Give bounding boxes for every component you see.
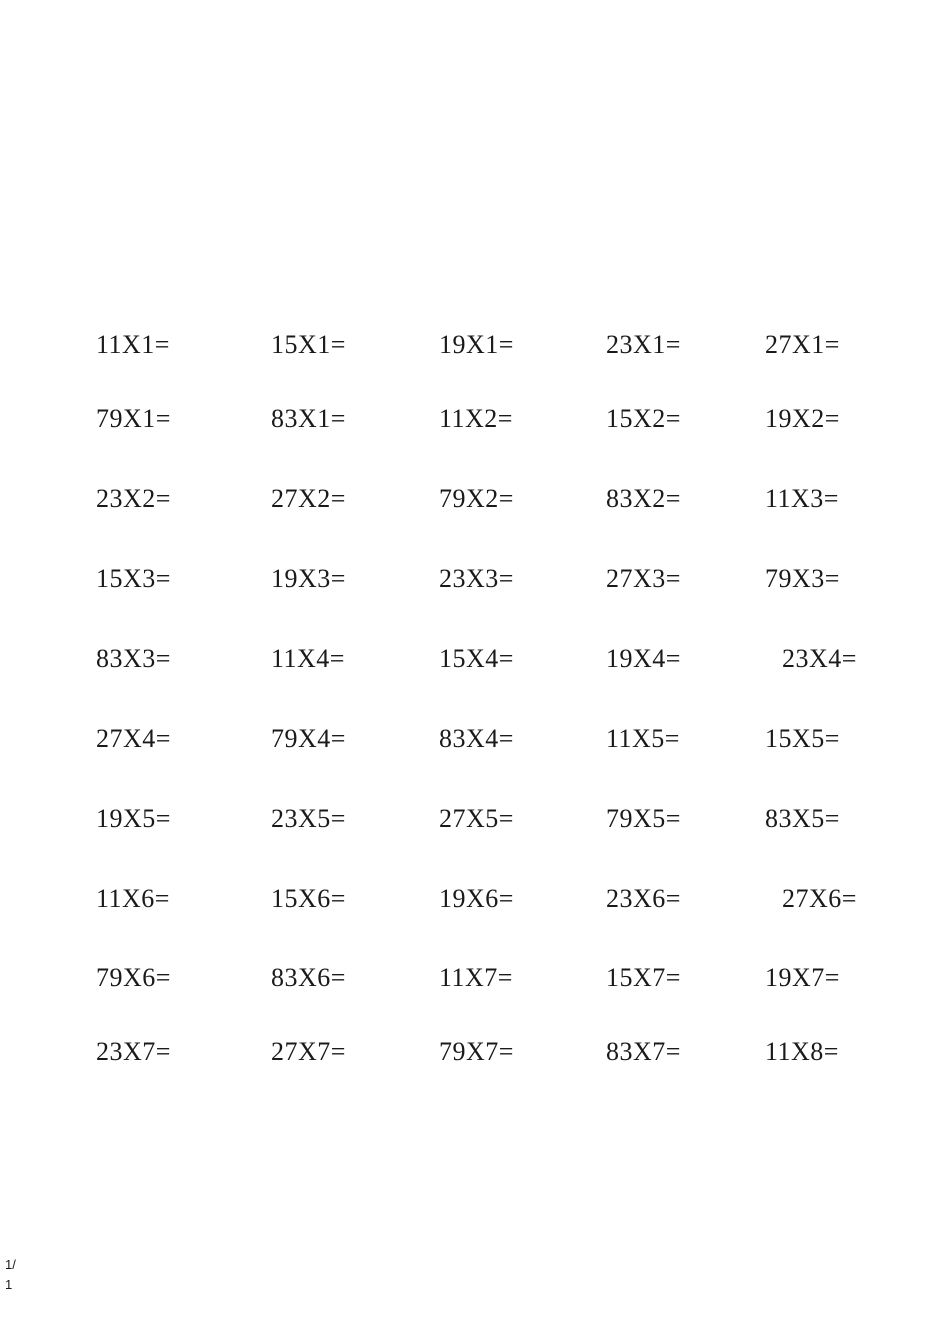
- problem: 15X7=: [606, 963, 681, 992]
- problem-row: [0, 879, 950, 919]
- problem: 11X6=: [96, 884, 170, 913]
- problem: 15X5=: [765, 724, 840, 753]
- problem: 79X6=: [96, 963, 171, 992]
- problem: 11X5=: [606, 724, 680, 753]
- problem: 19X2=: [765, 404, 840, 433]
- problem-row: [0, 719, 950, 759]
- problem-row: [0, 1032, 950, 1072]
- problem-row: [0, 639, 950, 679]
- problem: 83X2=: [606, 484, 681, 513]
- problem: 23X1=: [606, 330, 681, 359]
- page-number-current: 1/: [5, 1257, 16, 1272]
- problem: 27X6=: [782, 884, 857, 913]
- problem-row: [0, 958, 950, 998]
- problem: 23X4=: [782, 644, 857, 673]
- problem: 79X1=: [96, 404, 171, 433]
- problem: 79X5=: [606, 804, 681, 833]
- problem: 19X6=: [439, 884, 514, 913]
- problem: 23X7=: [96, 1037, 171, 1066]
- problem: 83X6=: [271, 963, 346, 992]
- problem: 15X4=: [439, 644, 514, 673]
- problem: 15X1=: [271, 330, 346, 359]
- problem: 79X3=: [765, 564, 840, 593]
- problem: 79X2=: [439, 484, 514, 513]
- problem: 19X1=: [439, 330, 514, 359]
- problem: 11X7=: [439, 963, 513, 992]
- problem: 19X7=: [765, 963, 840, 992]
- problem-row: [0, 799, 950, 839]
- problem: 27X7=: [271, 1037, 346, 1066]
- problem: 27X5=: [439, 804, 514, 833]
- problem: 15X2=: [606, 404, 681, 433]
- problem: 23X6=: [606, 884, 681, 913]
- problem: 79X7=: [439, 1037, 514, 1066]
- problem: 83X7=: [606, 1037, 681, 1066]
- problem: 27X1=: [765, 330, 840, 359]
- problem: 23X3=: [439, 564, 514, 593]
- problem: 11X1=: [96, 330, 170, 359]
- problem: 19X3=: [271, 564, 346, 593]
- problem: 11X8=: [765, 1037, 839, 1066]
- problem-row: [0, 399, 950, 439]
- problem: 15X3=: [96, 564, 171, 593]
- problem: 83X1=: [271, 404, 346, 433]
- problem: 23X2=: [96, 484, 171, 513]
- problem: 83X5=: [765, 804, 840, 833]
- page-number: [5, 1255, 16, 1295]
- problem: 19X4=: [606, 644, 681, 673]
- problem: 23X5=: [271, 804, 346, 833]
- problem: 79X4=: [271, 724, 346, 753]
- problem: 11X4=: [271, 644, 345, 673]
- problem: 27X4=: [96, 724, 171, 753]
- problem: 15X6=: [271, 884, 346, 913]
- problem-row: [0, 559, 950, 599]
- problem: 27X3=: [606, 564, 681, 593]
- problem-row: [0, 325, 950, 365]
- problem-row: [0, 479, 950, 519]
- page-number-total: 1: [5, 1277, 13, 1292]
- problem: 19X5=: [96, 804, 171, 833]
- problem: 11X2=: [439, 404, 513, 433]
- problem: 83X4=: [439, 724, 514, 753]
- problem: 27X2=: [271, 484, 346, 513]
- problem: 83X3=: [96, 644, 171, 673]
- problem: 11X3=: [765, 484, 839, 513]
